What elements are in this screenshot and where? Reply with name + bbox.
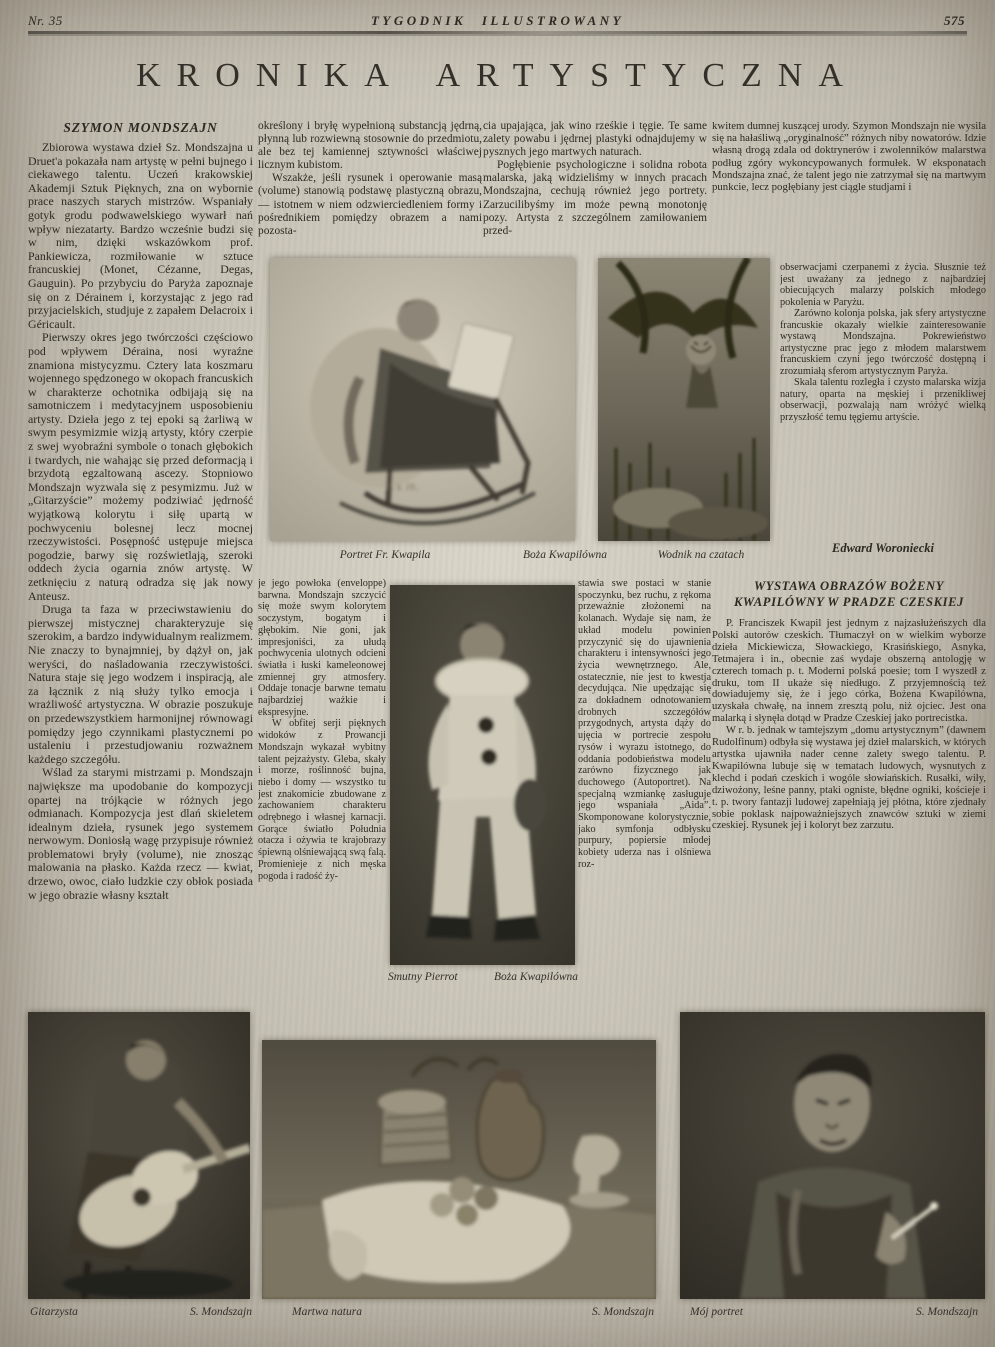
caption-portret-fr-kwapila: Portret Fr. Kwapila bbox=[339, 549, 431, 561]
svg-text:b. k. 19..: b. k. 19.. bbox=[388, 482, 419, 492]
moj-portret-painting-graphic bbox=[680, 1012, 985, 1299]
gitarzysta-painting-graphic bbox=[28, 1012, 250, 1299]
martwa-natura-painting-graphic bbox=[262, 1040, 656, 1299]
caption-martwa-natura-title: Martwa natura bbox=[292, 1306, 362, 1318]
artwork-martwa-natura bbox=[262, 1040, 656, 1299]
article1-heading: SZYMON MONDSZAJN bbox=[63, 120, 218, 135]
article2 bbox=[712, 578, 986, 996]
paragraph: Wślad za starymi mistrzami p. Mondszajn największe ma upodobanie do kompozycji opartej na trójkącie w różnych jego odmianach. Kompozycja jest dlań skieletem idealnym dzieła, rysunek jego systemem nerwowym. Doniosłą wagę przypisuje również problematowi bryły (volume), nie znosząc malowania na płasko. Każda rzecz — kwiat, drzewo, owoc, ciało ludzkie czy obłok posiada w jego obrazie własny kształt bbox=[28, 765, 253, 902]
issue-number: Nr. 35 bbox=[28, 13, 63, 28]
paragraph: stawia swe postaci w stanie spoczynku, bez ruchu, z rękoma przeważnie złożonemi na kolanach. Wydaje się nam, że układ modelu powinien przyczynić się do ujawnienia charakteru i intensywności jego życia wewnętrznego. Ale, ostatecznie, nie jest to kwestja decydująca. Nie upędzając się za dokładnem odnotowaniem drobnych szczegółów przygodnych, artysta dąży do ujęcia w portrecie zespołu rysów i wyrazu istotnego, do oddania podobieństwa modelu zarówno fizycznego jak duchowego (Autoportret). Na specjalną wzmiankę zasługuje jego wspaniała „Aida”. Skomponowane kolorystycznie, jako symfonja odbłysku purpury, popiersie młodej kobiety uderza nas i olśniewa roz- bbox=[578, 578, 711, 870]
paragraph: Pierwszy okres jego twórczości częściowo pod wpływem Déraina, nosi wyraźne znamiona mistycyzmu. Cztery lata koszmaru wojennego spędzonego w okopach francuskich w charakterze ochotnika odbijają się na samotniczem i medytacyjnem usposobieniu artysty. Dzieła jego z tej epoki są żarliwą w swym pesymizmie wizją artysty, który czerpie z swej wyobraźni symbole o tonach głębokich i twardych, nie wahając się przed deformacją i brzydotą egzaltowaną ascezy. Stopniowo Mondszajn wyzwala się z pesymizmu. Już w „Gitarzyście” możemy podziwiać jędrność wyjątkową kolorytu i siłę upartą w pochwyceniu bolesnej lecz mocnej rzeczywistości. Posępność ustępuje miejsca pogodzie, barwy się rozświetlają, szeroki oddech życia ogarnia znów artystę. W zetknięciu z naturą odradza się jak nowy Anteusz. bbox=[28, 330, 253, 603]
paragraph: Zarówno kolonja polska, jak sfery artystyczne francuskie okazały wielkie zainteresowanie wystawą Mondszajna. Pokrewieństwo artystyczne prac jego z młodem malarstwem francuskiem czyni jego twórczość dostępną i zrozumiałą sferom artystycznym Paryża. bbox=[780, 308, 986, 377]
paragraph: Wszakże, jeśli rysunek i operowanie masą (volume) stanowią podstawę plastyczną obrazu, — istotnem w niem odzwierciedleniem formy i pośrednikiem pomiędzy obrazem a nami pozosta- bbox=[258, 172, 482, 237]
artwork-moj-portret bbox=[680, 1012, 985, 1299]
caption-moj-portret-title: Mój portret bbox=[690, 1306, 743, 1318]
caption-moj-portret-artist: S. Mondszajn bbox=[916, 1306, 978, 1318]
artwork-gitarzysta bbox=[28, 1012, 250, 1299]
author-signature: Edward Woroniecki bbox=[832, 541, 934, 555]
caption-martwa-natura bbox=[292, 1306, 654, 1318]
paragraph: cia upajająca, jak wino rześkie i tęgie. Te same zalety powabu i jędrnej plastyki odnajdujemy w pysznych jego martwych naturach. bbox=[483, 120, 707, 159]
paragraph: je jego powłoka (enveloppe) barwna. Mondszajn szczycić się może swym kolorytem soczystym, bogatym i głębokim. Nie goni, jak impresjoniści, za ułudą pochwycenia ulotnych odcieni światła i łuski kameleonowej zmiennej gry atmosfery. Oddaje tonacje barwne tematu najbardziej ważkie i ekspresyjne. bbox=[258, 578, 386, 718]
caption-boza-kwapilowna: Boża Kwapilówna bbox=[522, 549, 608, 561]
paragraph: W r. b. jednak w tamtejszym „domu artystycznym” (dawnem Rudolfinum) odbyła się wystawa jej dzieł malarskich, w których artystka ujawniła nader cenne zalety swego talentu. P. Kwapilówna lubuje się w tematach ludowych, wysnutych z klechd i podań czeskich i wogóle słowiańskich. Rusałki, wiły, dziwożony, leśne panny, ptaki ogniste, błędne ogniki, kościeje i t. p. twory fantazji ludowej zapełniają jej płótna, które zjednały sobie poklask najpoważniejszych znawców sztuki w ziemi czeskiej. Rysunek jej i koloryt bez zarzutu. bbox=[712, 725, 986, 832]
page-number: 575 bbox=[944, 13, 965, 28]
article-column-2-top bbox=[258, 120, 482, 260]
article2-heading: WYSTAWA OBRAZÓW BOŻENY KWAPILÓWNY W PRADZE CZESKIEJ bbox=[733, 579, 965, 609]
paragraph: obserwacjami czerpanemi z życia. Słusznie też jest uważany za jednego z najbardziej obiecujących malarzy polskich młodego pokolenia w Paryżu. bbox=[780, 262, 986, 308]
wodnik-painting-graphic bbox=[598, 258, 770, 541]
caption-martwa-natura-artist: S. Mondszajn bbox=[592, 1306, 654, 1318]
article-column-3-top bbox=[483, 120, 707, 260]
caption-moj-portret bbox=[690, 1306, 978, 1318]
caption-pierrot-artist: Boża Kwapilówna bbox=[493, 971, 578, 983]
caption-gitarzysta bbox=[30, 1306, 252, 1318]
paragraph: Pogłębienie psychologiczne i solidna robota malarska, jaką widzieliśmy w innych pracach Mondszajna, cechują również jego portrety. Zarzucilibyśmy im może pewną monotonję pozy. Artysta z szczególnem zamiłowaniem przed- bbox=[483, 159, 707, 237]
paragraph: Skala talentu rozległa i czysto malarska wizja natury, oparta na męskiej i przenikliwej obserwacji, pozwalają nam wróżyć wielką przyszłość temu tęgiemu artyście. bbox=[780, 377, 986, 423]
paragraph: P. Franciszek Kwapil jest jednym z najzasłużeńszych dla Polski autorów czeskich. Tłumaczył on w wielkim wyborze dzieła Mickiewicza, Słowackiego, Krasińskiego, Asnyka, Tetmajera i in., obecnie zaś wydaje obszerną antologję w czterech tomach p. t. Moderni polská poesie; tom I wyszedł z druku, tom II ukaże się niedługo. Z przyjemnością też dowiadujemy się, że i jego córka, Bożena Kwapilówna, uzyskała chwałę, na innem zresztą polu, niż ojciec. Jest ona malarką i słynęła dotąd w Pradze Czeskiej jako portrecistka. bbox=[712, 618, 986, 725]
article-column-3-lower bbox=[578, 578, 711, 996]
artwork-smutny-pierrot bbox=[390, 585, 575, 965]
pierrot-painting-graphic bbox=[390, 585, 575, 965]
caption-smutny-pierrot bbox=[388, 971, 578, 983]
paragraph: kwitem dumnej kuszącej urody. Szymon Mondszajn nie wysila się na hałaśliwą „oryginalność” różnych niby nowatorów. Idzie własną drogą zdala od doktrynerów i zwolenników malarstwa podług zgóry wykoncypowanych formułek. W eksponatach Mondszajna znać, że talent jego nie zatrzymał się na martwym punkcie, lecz pogłębiany jest ciągle studjami i bbox=[712, 120, 986, 194]
article-column-4-top bbox=[712, 120, 986, 260]
artwork-wodnik-na-czatach bbox=[598, 258, 770, 541]
paragraph: określony i bryłę wypełnioną substancją jędrną, płynną lub rozwiewną stosownie do przedmiotu, ale bez tej kamiennej sztywności właściwej licznym kubistom. bbox=[258, 120, 482, 172]
masthead: TYGODNIK ILLUSTROWANY bbox=[370, 13, 625, 28]
page-title: KRONIKA ARTYSTYCZNA bbox=[136, 57, 859, 94]
caption-gitarzysta-artist: S. Mondszajn bbox=[190, 1306, 252, 1318]
header-rule bbox=[28, 31, 967, 34]
caption-pierrot-title: Smutny Pierrot bbox=[388, 971, 458, 983]
caption-wodnik-na-czatach: Wodnik na czatach bbox=[657, 549, 745, 561]
artwork-portret-fr-kwapila bbox=[270, 258, 575, 541]
rocking-chair-painting-graphic bbox=[270, 258, 575, 541]
paragraph: Druga ta faza w przeciwstawieniu do pierwszej mistycznej charakteryzuje się szerokim, a bardzo indywidualnym realizmem. Nie znaczy to bynajmniej, by dążył on, jak weryści, do naśladowania rzeczywistości. Natura staje się jego wodzem i inspiracją, ale za łącznik z nią służy tylko emocja i wrażliwość artystyczna. W obrazie poszukuje on przedewszystkiem harmonijnej równowagi pomiędzy jego czynnikami plastycznemi po ustaleniu i przestudjowaniu rozważnem każdego szczegółu. bbox=[28, 602, 253, 766]
article-column-1 bbox=[28, 141, 253, 997]
paragraph: Zbiorowa wystawa dzieł Sz. Mondszajna u Druet'a pokazała nam artystę w pełni bujnego i ciekawego talentu. Uczeń krakowskiej Akademji Sztuk Pięknych, zna on wybornie prace naszych starych mistrzów. Wspaniały gotyk grodu podwawelskiego wywarł nań wpływ niezatarty. Bardzo wcześnie budzi się w nim, dzięki wskazówkom prof. Pankiewicza, rozmiłowanie w sztuce francuskiej (Monet, Cézanne, Degas, Gauguin). Po przybyciu do Paryża zapoznaje się on z Dérainem i, korzystając z jego rad przyjacielskich, studjuje z zapałem Delacroix i Géricault. bbox=[28, 141, 253, 331]
caption-gitarzysta-title: Gitarzysta bbox=[30, 1306, 78, 1318]
article-column-2-lower bbox=[258, 578, 386, 996]
paragraph: W obfitej serji pięknych widoków z Prowancji Mondszajn wykazał wybitny talent pejzażysty. Gleba, skały i morze, roślinność bujna, niebo i domy — wszystko tu jest znakomicie zbudowane z zachowaniem charakteru odrębnego i własnej karnacji. Gorące światło Południa otacza i ożywia te krajobrazy śpiewną olśniewającą swą falą. Promienieje z nich męska pogoda i radość ży- bbox=[258, 718, 386, 882]
article-column-4-wrap bbox=[780, 262, 986, 538]
